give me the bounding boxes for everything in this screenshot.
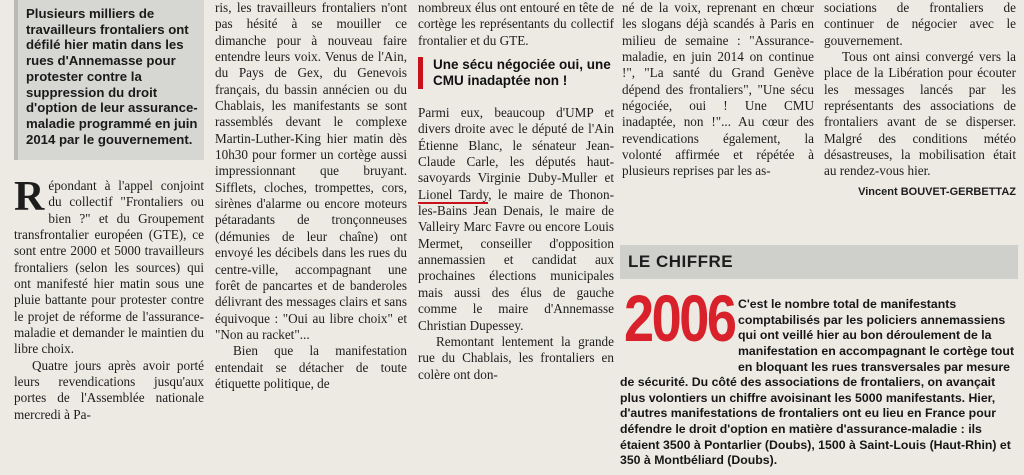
paragraph-text: , le maire de Thonon-les-Bains Jean Denais, le maire de Valleiry Marc Favre ou encore Louis Mermet, conseiller d'opposition annemassien et candidat aux prochaines élections municipales mais aussi des élus de gauche comme le maire d'Annemasse Christian Dupessey. (418, 186, 614, 333)
paragraph (418, 105, 614, 334)
drop-cap: R (14, 174, 45, 220)
article-column-1 (14, 0, 204, 475)
le-chiffre-text (620, 297, 1018, 469)
le-chiffre-body: C'est le nombre total de manifestants comptabilisés par les policiers annemassiens qui ont veillé hier au bon déroulement de la manifestation en accompagnant le cortège tout en bloquant les rues transversales par mesure de sécurité. Du côté des associations de frontaliers, on avançait plus volontiers un chiffre avoisinant les 5000 manifestants. Hier, d'autres manifestations de frontaliers ont eu lieu en France pour défendre le droit d'option en matière d'assurance-maladie : ils étaient 3500 à Pontarlier (Doubs), 1500 à Saint-Louis (Haut-Rhin) et 350 à Montbéliard (Doubs). (620, 297, 1015, 468)
author-signature: Vincent BOUVET-GERBETTAZ (858, 185, 1016, 198)
article-subhead: Une sécu négociée oui, une CMU inadaptée non ! (418, 57, 614, 89)
article-column-4 (622, 0, 814, 240)
lead-paragraph (14, 174, 204, 358)
article-column-5 (824, 0, 1016, 240)
le-chiffre-box (620, 245, 1018, 473)
paragraph: ris, les travailleurs frontaliers n'ont pas hésité à se mouiller ce dimanche pour à nouveau faire entendre leurs voix. Venus de l'Ain, du Pays de Gex, du Genevois français, du bassin annécien ou du Chablais, les manifestants se sont rassemblés devant le complexe Martin-Luther-King hier matin dès 10h30 pour former un cortège aussi impressionnant que bruyant. Sifflets, cloches, trompettes, cors, sirènes d'alarme ou encore moteurs pétaradants de tronçonneuses (démunies de leur chaîne) ont envoyé les décibels dans les rues du centre-ville, accompagnant une forêt de pancartes et de banderoles délivrant des messages clairs et sans équivoque : "Oui au libre choix" et "Non au racket"... (215, 0, 407, 342)
paragraph: sociations de frontaliers de continuer de négocier avec le gouvernement. (824, 0, 1016, 48)
underlined-name: Lionel Tardy (418, 186, 489, 202)
big-number: 2006 (624, 281, 735, 355)
paragraph: Bien que la manifestation entendait se détacher de toute étiquette politique, de (215, 343, 407, 391)
le-chiffre-label: LE CHIFFRE (620, 245, 1018, 279)
paragraph: Tous ont ainsi convergé vers la place de la Libération pour écouter les messages lancés par les représentants des associations de frontaliers avant de se disperser. Malgré des conditions météo désastreuses, la mobilisation était au rendez-vous hier. (824, 49, 1016, 179)
article-column-2 (215, 0, 407, 475)
paragraph: nombreux élus ont entouré en tête de cortège les représentants du collectif frontalier et du GTE. (418, 0, 614, 48)
paragraph: Quatre jours après avoir porté leurs revendications jusqu'aux portes de l'Assemblée nationale mercredi à Pa- (14, 357, 204, 422)
lead-paragraph-text: épondant à l'appel conjoint du collectif "Frontaliers ou bien ?" et du Groupement transfrontalier européen (GTE), ce sont entre 2000 et 5000 travailleurs frontaliers (selon les sources) qui ont manifesté hier matin sous une pluie battante pour protester contre le projet de réforme de l'assurance-maladie et demander le maintien du libre choix. (14, 178, 204, 357)
article-column-3 (418, 0, 614, 475)
number-spacer (620, 297, 738, 365)
article-chapo: Plusieurs milliers de travailleurs frontaliers ont défilé hier matin dans les rues d'Annemasse pour protester contre la suppression du droit d'option de leur assurance-maladie programmé en juin 2014 par le gouvernement. (14, 0, 204, 160)
paragraph: né de la voix, reprenant en chœur les slogans déjà scandés à Paris en milieu de semaine : "Assurance-maladie, en juin 2014 on continue !", "La santé du Grand Genève dépend des frontaliers", "Une sécu négociée, oui ! Une CMU inadaptée, non !"... Au cœur des revendications également, la volonté affirmée et répétée à plusieurs reprises par les as- (622, 0, 814, 179)
paragraph-text: Parmi eux, beaucoup d'UMP et divers droite avec le député de l'Ain Étienne Blanc, le sénateur Jean-Claude Carle, les députés haut-savoyards Virginie Duby-Muller et (418, 105, 614, 186)
paragraph: Remontant lentement la grande rue du Chablais, les frontaliers en colère ont don- (418, 333, 614, 382)
